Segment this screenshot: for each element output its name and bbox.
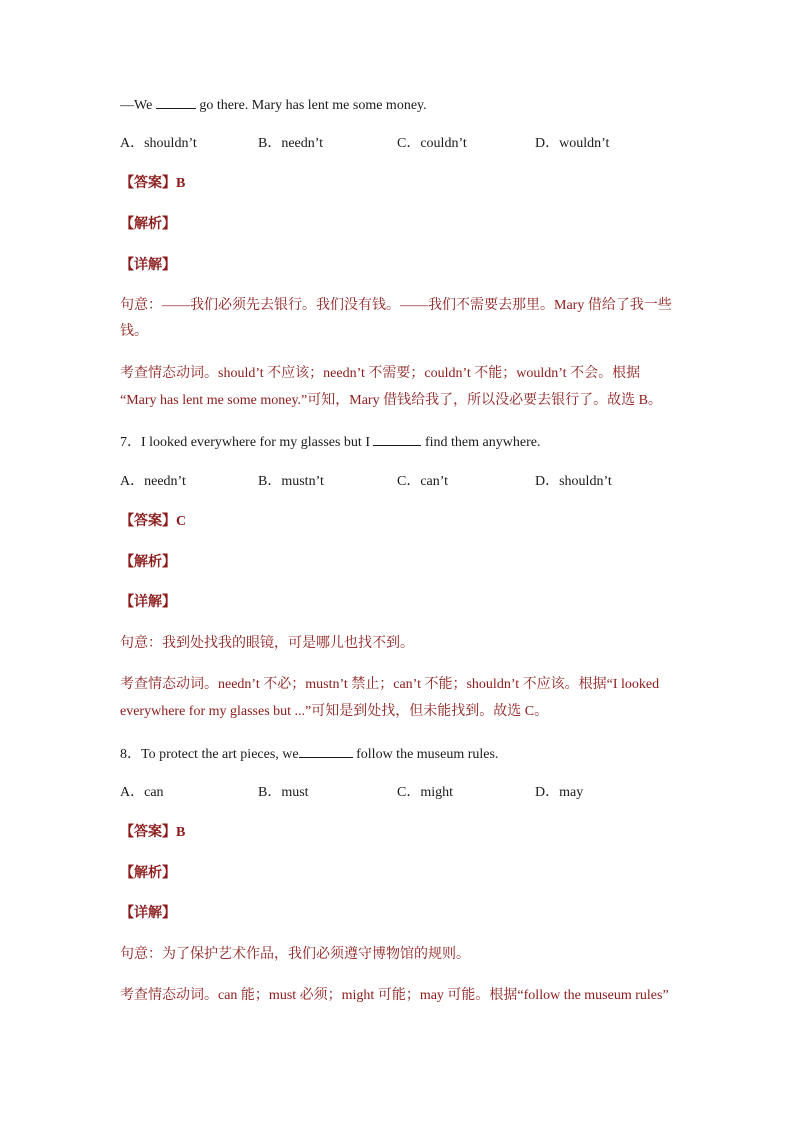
- q6-stem-prefix: —We: [120, 98, 156, 113]
- q7-option-c: C．can’t: [397, 474, 449, 489]
- q8-option-b: B．must: [258, 785, 309, 800]
- q8-explain-line-1: 考查情态动词。can 能；must 必须；might 可能；may 可能。根据“follow the museum rules”: [120, 988, 669, 1003]
- q6-explain-line-1: 考查情态动词。should’t 不应该；needn’t 不需要；couldn’t 不能；wouldn’t 不会。根据: [120, 366, 641, 381]
- q7-option-d: D．shouldn’t: [535, 474, 612, 489]
- q6-stem-suffix: go there. Mary has lent me some money.: [195, 98, 427, 113]
- q8-answer: 【答案】B: [120, 825, 186, 840]
- q7-stem-suffix: find them anywhere.: [421, 435, 541, 450]
- q6-option-b: B．needn’t: [258, 136, 324, 151]
- q6-analysis-label: 【解析】: [120, 217, 176, 232]
- q7-stem: [120, 431, 540, 453]
- q7-analysis-label: 【解析】: [120, 555, 176, 570]
- q6-explain-line-2: “Mary has lent me some money.”可知，Mary 借钱给我了，所以没必要去银行了。故选 B。: [120, 393, 662, 408]
- q8-option-c: C．might: [397, 785, 454, 800]
- q7-option-b: B．mustn’t: [258, 474, 324, 489]
- q8-stem: [120, 743, 498, 765]
- q8-option-d: D．may: [535, 785, 584, 800]
- q6-option-c: C．couldn’t: [397, 136, 467, 151]
- q6-stem: [120, 94, 427, 116]
- q7-detail-label: 【详解】: [120, 595, 176, 610]
- q8-analysis-label: 【解析】: [120, 866, 176, 881]
- q8-meaning-line-1: 句意：为了保护艺术作品，我们必须遵守博物馆的规则。: [120, 947, 470, 962]
- q6-detail-label: 【详解】: [120, 258, 176, 273]
- q7-explain-line-2: everywhere for my glasses but ...”可知是到处找，但未能找到。故选 C。: [120, 704, 549, 719]
- q6-blank: [156, 94, 196, 109]
- q8-blank: [299, 743, 353, 758]
- q6-option-a: A．shouldn’t: [120, 136, 197, 151]
- q7-explain-line-1: 考查情态动词。needn’t 不必；mustn’t 禁止；can’t 不能；shouldn’t 不应该。根据“I looked: [120, 677, 660, 692]
- q6-meaning-line-2: 钱。: [120, 324, 148, 339]
- q7-blank: [373, 431, 421, 446]
- q7-option-a: A．needn’t: [120, 474, 186, 489]
- q6-meaning-line-1: 句意：——我们必须先去银行。我们没有钱。——我们不需要去那里。Mary 借给了我一些: [120, 298, 672, 313]
- q6-answer: 【答案】B: [120, 176, 186, 191]
- q8-stem-suffix: follow the museum rules.: [352, 747, 499, 762]
- q7-meaning-line-1: 句意：我到处找我的眼镜，可是哪儿也找不到。: [120, 636, 414, 651]
- q8-stem-prefix: 8．To protect the art pieces, we: [120, 747, 299, 762]
- q6-option-d: D．wouldn’t: [535, 136, 610, 151]
- q7-answer: 【答案】C: [120, 514, 187, 529]
- q7-stem-prefix: 7．I looked everywhere for my glasses but I: [120, 435, 374, 450]
- q8-detail-label: 【详解】: [120, 906, 176, 921]
- q8-option-a: A．can: [120, 785, 164, 800]
